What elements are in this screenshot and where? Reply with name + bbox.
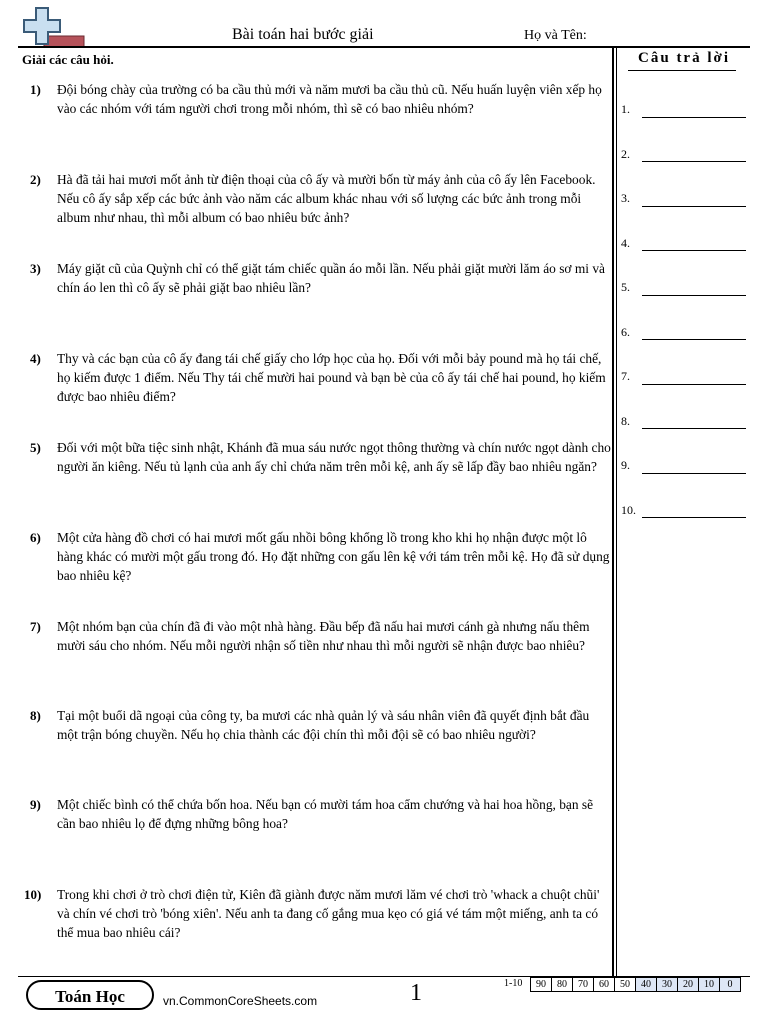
question-6 [22,528,612,585]
question-number: 6) [30,530,41,545]
question-2 [22,170,612,227]
answer-blank-5[interactable] [642,295,746,296]
answer-blank-9[interactable] [642,473,746,474]
answer-label-3: 3. [621,191,630,205]
plus-sign-logo-icon [22,6,86,48]
answer-label-9: 9. [621,458,630,472]
answer-label-8: 8. [621,414,630,428]
worksheet-title: Bài toán hai bước giải [232,26,374,43]
answer-column-divider-inner [616,48,617,976]
question-number: 1) [30,82,41,97]
answer-label-2: 2. [621,147,630,161]
question-number: 7) [30,619,41,634]
score-cell: 0 [720,978,741,992]
question-text: Một nhóm bạn của chín đã đi vào một nhà hàng. Đầu bếp đã nấu hai mươi cánh gà nhưng nấu thêm mười sáu cho nhóm. Nếu mỗi người nhận số tiền như nhau thì mỗi người sẽ nhận được bao nhiêu? [57,619,590,653]
instructions: Giải các câu hỏi. [22,52,114,67]
question-text: Hà đã tải hai mươi mốt ảnh từ điện thoại của cô ấy và mười bốn từ máy ảnh của cô ấy lên Facebook. Nếu cô ấy sắp xếp các bức ảnh vào năm các album khác nhau với số lượng các bức ảnh trong mỗi album như nhau, thì mỗi album có bao nhiêu bức ảnh? [57,172,596,225]
answer-column-divider [612,48,614,976]
subject-badge: Toán Học [26,980,154,1010]
question-10 [22,885,612,942]
score-cell: 20 [678,978,699,992]
question-text: Một chiếc bình có thể chứa bốn hoa. Nếu bạn có mười tám hoa cẩm chướng và hai hoa hồng, bạn sẽ cần bao nhiêu lọ để đựng những bông hoa? [57,797,594,831]
question-3 [22,259,612,297]
answer-label-5: 5. [621,280,630,294]
answer-label-4: 4. [621,236,630,250]
answers-header-underline [628,70,736,71]
score-table [530,977,741,992]
score-cell: 30 [657,978,678,992]
student-name-label: Họ và Tên: [524,28,587,43]
question-text: Tại một buổi dã ngoại của công ty, ba mươi các nhà quản lý và sáu nhân viên đã quyết định bắt đầu một trận bóng chuyền. Nếu họ chia thành các đội chín thì mỗi đội sẽ có bao nhiêu người? [57,708,590,742]
question-4 [22,349,612,406]
answer-blank-1[interactable] [642,117,746,118]
answer-blank-8[interactable] [642,428,746,429]
score-cell: 70 [573,978,594,992]
page-number: 1 [410,980,422,1006]
question-text: Đội bóng chày của trường có ba cầu thủ mới và năm mươi ba cầu thủ cũ. Nếu huấn luyện viên xếp họ vào các nhóm với tám người chơi trong mỗi nhóm, thì sẽ có bao nhiêu nhóm? [57,82,602,116]
answer-label-10: 10. [621,503,636,517]
question-5 [22,438,612,476]
question-1 [22,80,612,118]
answer-label-1: 1. [621,102,630,116]
question-number: 9) [30,797,41,812]
question-text: Trong khi chơi ở trò chơi điện tử, Kiên đã giành được năm mươi lăm vé chơi trò 'whack a chuột chũi' và chín vé chơi trò 'bóng xiên'. Nếu anh ta đang cố gắng mua kẹo có giá vé tám một miếng, anh ta có thể mua bao nhiêu cái? [57,887,600,940]
question-number: 8) [30,708,41,723]
question-text: Đối với một bữa tiệc sinh nhật, Khánh đã mua sáu nước ngọt thông thường và chín nước ngọt dành cho người ăn kiêng. Nếu tủ lạnh của anh ấy chỉ chứa năm trên mỗi kệ, anh ấy sẽ lấp đầy bao nhiêu ngăn? [57,440,611,474]
question-number: 3) [30,261,41,276]
score-cell: 90 [531,978,552,992]
score-cell: 50 [615,978,636,992]
score-range-label: 1-10 [504,978,523,989]
answer-blank-2[interactable] [642,161,746,162]
question-text: Một cửa hàng đồ chơi có hai mươi mốt gấu nhồi bông khổng lồ trong kho khi họ nhận được một lô hàng khác có mười một gấu trong đó. Họ đặt những con gấu lên kệ với tám trên mỗi kệ. Họ đã sử dụng bao nhiêu kệ? [57,530,610,583]
answer-blank-10[interactable] [642,517,746,518]
question-7 [22,617,612,655]
question-number: 10) [24,887,42,902]
question-number: 4) [30,351,41,366]
answer-blank-7[interactable] [642,384,746,385]
question-text: Thy và các bạn của cô ấy đang tái chế giấy cho lớp học của họ. Đối với mỗi bảy pound mà họ tái chế, họ kiếm được 1 điểm. Nếu Thy tái chế mười hai pound và bạn bè của cô ấy tái chế hai pound, họ kiếm được bao nhiêu điểm? [57,351,606,404]
question-number: 2) [30,172,41,187]
answer-blank-4[interactable] [642,250,746,251]
question-9 [22,795,612,833]
answers-header: Câu trả lời [638,50,730,66]
header-divider [18,46,750,48]
question-number: 5) [30,440,41,455]
question-text: Máy giặt cũ của Quỳnh chỉ có thể giặt tám chiếc quần áo mỗi lần. Nếu phải giặt mười lăm áo sơ mi và chín áo len thì cô ấy sẽ phải giặt bao nhiêu lần? [57,261,605,295]
answer-label-7: 7. [621,369,630,383]
score-cell: 10 [699,978,720,992]
score-cell: 40 [636,978,657,992]
answer-blank-3[interactable] [642,206,746,207]
question-8 [22,706,612,744]
site-url: vn.CommonCoreSheets.com [163,994,318,1008]
score-cell: 80 [552,978,573,992]
answer-blank-6[interactable] [642,339,746,340]
score-cell: 60 [594,978,615,992]
answer-label-6: 6. [621,325,630,339]
